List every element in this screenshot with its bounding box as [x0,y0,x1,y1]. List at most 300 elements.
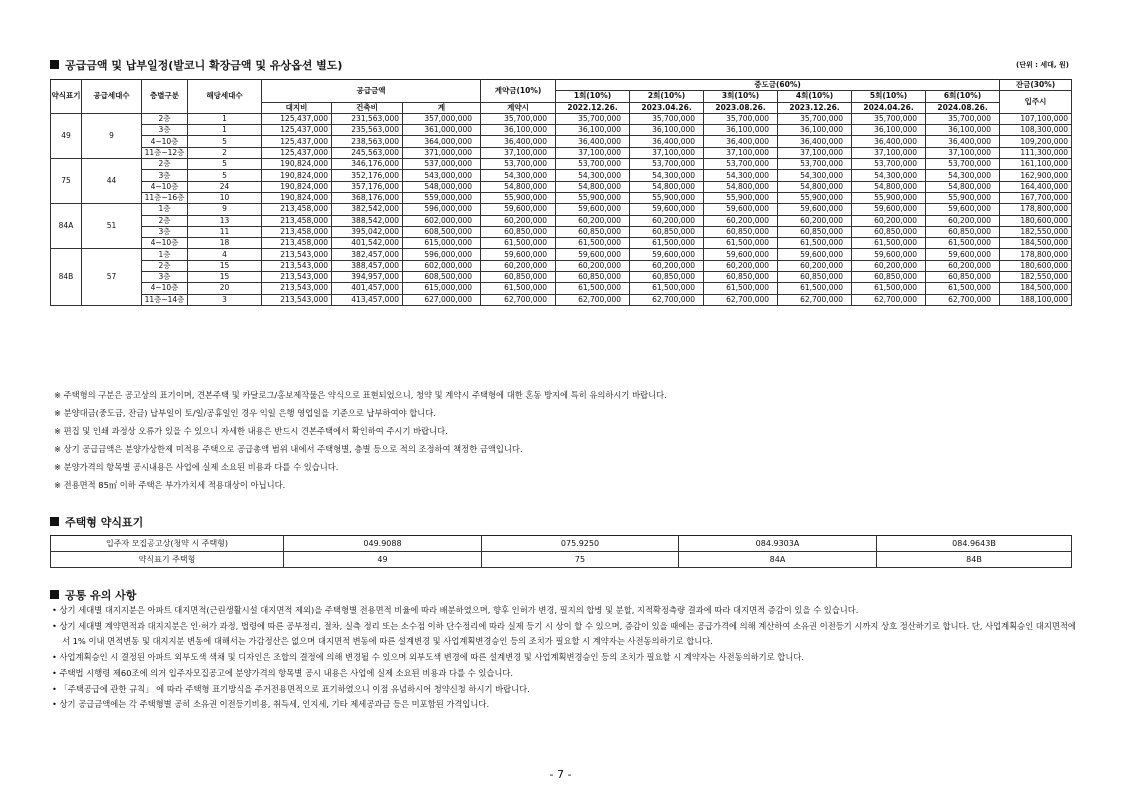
abbr-cell: 049.9088 [284,536,482,552]
floor-cell: 2층 [142,215,188,226]
building-cell: 388,457,000 [332,260,403,271]
supply-price-table [50,79,1072,306]
header-installment: 6회(10%) [926,91,1000,102]
middle-installment-cell: 37,100,000 [630,147,704,158]
building-cell: 238,563,000 [332,136,403,147]
building-cell: 388,542,000 [332,215,403,226]
units-cell: 5 [188,136,262,147]
table-row [51,249,1072,260]
middle-installment-cell: 60,850,000 [704,272,778,283]
middle-installment-cell: 60,850,000 [630,226,704,237]
total-cell: 602,000,000 [403,260,481,271]
type-cell: 84B [51,249,82,305]
unit-note: (단위 : 세대, 원) [1016,61,1069,69]
middle-installment-cell: 36,400,000 [852,136,926,147]
land-cell: 213,458,000 [262,238,332,249]
table-row [51,260,1072,271]
middle-installment-cell: 60,200,000 [926,215,1000,226]
middle-installment-cell: 36,400,000 [704,136,778,147]
section-title-common: 공통 유의 사항 [50,587,136,603]
building-cell: 401,457,000 [332,283,403,294]
note-item: ※ 상기 공급금액은 분양가상한제 미적용 주택으로 공급총액 범위 내에서 주택형별, 층별 등으로 적의 조정하여 책정한 금액입니다. [54,444,523,454]
middle-installment-cell: 36,100,000 [630,125,704,136]
table-row [51,170,1072,181]
middle-installment-cell: 36,400,000 [630,136,704,147]
middle-installment-cell: 60,200,000 [926,260,1000,271]
units-cell: 5 [188,159,262,170]
middle-installment-cell: 62,700,000 [556,294,630,305]
table-row [51,215,1072,226]
middle-installment-cell: 60,200,000 [630,260,704,271]
balance-cell: 111,300,000 [1000,147,1072,158]
land-cell: 125,437,000 [262,125,332,136]
contract-cell: 62,700,000 [481,294,556,305]
building-cell: 368,176,000 [332,192,403,203]
header-abbr: 약식표기 [51,80,82,114]
middle-installment-cell: 36,100,000 [704,125,778,136]
land-cell: 190,824,000 [262,170,332,181]
common-note-item: • 「주택공급에 관한 규칙」 에 따라 주택형 표기방식을 주거전용면적으로 표기하였으니 이점 유념하시어 청약신청 하시기 바랍니다. [52,683,530,694]
total-cell: 548,000,000 [403,181,481,192]
middle-installment-cell: 61,500,000 [704,238,778,249]
header-contract: 계약금(10%) [481,80,556,103]
header-middle: 중도금(60%) [556,80,1000,91]
floor-cell: 2층 [142,113,188,124]
contract-cell: 60,850,000 [481,272,556,283]
header-installment-date: 2024.08.26. [926,102,1000,113]
floor-cell: 3층 [142,170,188,181]
header-balance: 잔금(30%) [1000,80,1072,91]
middle-installment-cell: 37,100,000 [852,147,926,158]
supply-units-cell: 44 [82,159,142,204]
middle-installment-cell: 61,500,000 [852,238,926,249]
building-cell: 395,042,000 [332,226,403,237]
balance-cell: 184,500,000 [1000,238,1072,249]
note-item: ※ 분양가격의 항목별 공시내용은 사업에 실제 소요된 비용과 다를 수 있습니다. [54,462,339,472]
middle-installment-cell: 60,200,000 [852,215,926,226]
middle-installment-cell: 55,900,000 [630,192,704,203]
middle-installment-cell: 60,200,000 [778,260,852,271]
contract-cell: 37,100,000 [481,147,556,158]
middle-installment-cell: 54,800,000 [778,181,852,192]
units-cell: 3 [188,294,262,305]
middle-installment-cell: 60,850,000 [926,226,1000,237]
floor-cell: 11층~14층 [142,294,188,305]
total-cell: 627,000,000 [403,294,481,305]
middle-installment-cell: 60,200,000 [704,260,778,271]
header-balance-sub: 입주시 [1000,91,1072,114]
header-installment-date: 2023.08.26. [704,102,778,113]
middle-installment-cell: 36,400,000 [556,136,630,147]
contract-cell: 61,500,000 [481,283,556,294]
balance-cell: 107,100,000 [1000,113,1072,124]
middle-installment-cell: 60,850,000 [852,272,926,283]
table-row [51,294,1072,305]
middle-installment-cell: 54,800,000 [852,181,926,192]
middle-installment-cell: 59,600,000 [926,204,1000,215]
abbr-cell: 084.9643B [877,536,1072,552]
table-row [51,272,1072,283]
floor-cell: 4~10층 [142,136,188,147]
units-cell: 13 [188,215,262,226]
middle-installment-cell: 60,850,000 [630,272,704,283]
land-cell: 213,543,000 [262,283,332,294]
balance-cell: 178,800,000 [1000,204,1072,215]
floor-cell: 4~10층 [142,238,188,249]
middle-installment-cell: 62,700,000 [630,294,704,305]
header-supply-price: 공급금액 [262,80,481,103]
abbr-cell: 49 [284,552,482,568]
middle-installment-cell: 55,900,000 [778,192,852,203]
floor-cell: 2층 [142,159,188,170]
middle-installment-cell: 62,700,000 [778,294,852,305]
header-total: 계 [403,102,481,113]
middle-installment-cell: 54,300,000 [926,170,1000,181]
note-item: ※ 편집 및 인쇄 과정상 오류가 있을 수 있으니 자세한 내용은 반드시 견본주택에서 확인하여 주시기 바랍니다. [54,426,448,436]
middle-installment-cell: 35,700,000 [630,113,704,124]
abbr-cell: 84B [877,552,1072,568]
building-cell: 382,542,000 [332,204,403,215]
middle-installment-cell: 53,700,000 [852,159,926,170]
middle-installment-cell: 61,500,000 [630,283,704,294]
units-cell: 5 [188,170,262,181]
middle-installment-cell: 54,300,000 [852,170,926,181]
section-title-abbr: 주택형 약식표기 [50,514,143,530]
units-cell: 9 [188,204,262,215]
table-row [51,159,1072,170]
header-building: 건축비 [332,102,403,113]
building-cell: 394,957,000 [332,272,403,283]
page-number: - 7 - [549,768,572,781]
middle-installment-cell: 59,600,000 [556,249,630,260]
note-item: ※ 분양대금(중도금, 잔금) 납부일이 토/일/공휴일인 경우 익일 은행 영업일을 기준으로 납부하여야 합니다. [54,408,436,418]
middle-installment-cell: 61,500,000 [926,238,1000,249]
units-cell: 15 [188,272,262,283]
supply-units-cell: 9 [82,113,142,158]
land-cell: 125,437,000 [262,147,332,158]
middle-installment-cell: 36,100,000 [778,125,852,136]
contract-cell: 61,500,000 [481,238,556,249]
middle-installment-cell: 61,500,000 [778,238,852,249]
header-contract-sub: 계약시 [481,102,556,113]
middle-installment-cell: 59,600,000 [704,249,778,260]
middle-installment-cell: 62,700,000 [926,294,1000,305]
middle-installment-cell: 55,900,000 [852,192,926,203]
total-cell: 615,000,000 [403,238,481,249]
land-cell: 125,437,000 [262,136,332,147]
building-cell: 352,176,000 [332,170,403,181]
units-cell: 2 [188,147,262,158]
floor-cell: 11층~16층 [142,192,188,203]
type-cell: 84A [51,204,82,249]
middle-installment-cell: 37,100,000 [778,147,852,158]
table-row [51,181,1072,192]
middle-installment-cell: 54,300,000 [704,170,778,181]
total-cell: 371,000,000 [403,147,481,158]
total-cell: 361,000,000 [403,125,481,136]
common-note-item: • 사업계획승인 시 결정된 아파트 외부도색 색채 및 디자인은 조합의 결정에 의해 변경될 수 있으며 외부도색 변경에 따른 설계변경 및 사업계획변경승인 등의 조치가 필요할 시 계약자는 사전동의하기로 합니다. [52,652,804,663]
contract-cell: 36,100,000 [481,125,556,136]
table-row [51,125,1072,136]
middle-installment-cell: 60,850,000 [556,272,630,283]
section-title-supply-price: 공급금액 및 납부일정(발코니 확장금액 및 유상옵션 별도) [50,57,342,73]
table-row [51,113,1072,124]
floor-cell: 11층~12층 [142,147,188,158]
header-installment: 2회(10%) [630,91,704,102]
middle-installment-cell: 36,400,000 [778,136,852,147]
common-note-item: • 상기 공급금액에는 각 주택형별 공히 소유권 이전등기비용, 취득세, 인지세, 기타 제세공과금 등은 미포함된 가격입니다. [52,699,490,710]
header-installment-date: 2024.04.26. [852,102,926,113]
units-cell: 11 [188,226,262,237]
balance-cell: 188,100,000 [1000,294,1072,305]
common-note-item: • 주택법 시행령 제60조에 의거 입주자모집공고에 분양가격의 항목별 공시 내용은 사업에 실제 소요된 비용과 다를 수 있습니다. [52,667,514,678]
contract-cell: 36,400,000 [481,136,556,147]
balance-cell: 182,550,000 [1000,272,1072,283]
building-cell: 245,563,000 [332,147,403,158]
floor-cell: 2층 [142,260,188,271]
middle-installment-cell: 60,850,000 [556,226,630,237]
middle-installment-cell: 55,900,000 [704,192,778,203]
balance-cell: 164,400,000 [1000,181,1072,192]
land-cell: 190,824,000 [262,159,332,170]
middle-installment-cell: 55,900,000 [926,192,1000,203]
land-cell: 125,437,000 [262,113,332,124]
middle-installment-cell: 60,850,000 [704,226,778,237]
middle-installment-cell: 54,800,000 [556,181,630,192]
balance-cell: 161,100,000 [1000,159,1072,170]
header-installment-date: 2022.12.26. [556,102,630,113]
units-cell: 4 [188,249,262,260]
middle-installment-cell: 60,200,000 [556,260,630,271]
total-cell: 559,000,000 [403,192,481,203]
contract-cell: 59,600,000 [481,204,556,215]
floor-cell: 1층 [142,249,188,260]
middle-installment-cell: 54,300,000 [630,170,704,181]
land-cell: 190,824,000 [262,192,332,203]
middle-installment-cell: 37,100,000 [704,147,778,158]
header-installment-date: 2023.12.26. [778,102,852,113]
total-cell: 602,000,000 [403,215,481,226]
middle-installment-cell: 54,800,000 [630,181,704,192]
land-cell: 213,458,000 [262,204,332,215]
middle-installment-cell: 55,900,000 [556,192,630,203]
middle-installment-cell: 59,600,000 [926,249,1000,260]
supply-units-cell: 57 [82,249,142,305]
floor-cell: 4~10층 [142,283,188,294]
table-row [51,238,1072,249]
supply-units-cell: 51 [82,204,142,249]
building-cell: 357,176,000 [332,181,403,192]
units-cell: 20 [188,283,262,294]
contract-cell: 60,200,000 [481,215,556,226]
balance-cell: 178,800,000 [1000,249,1072,260]
building-cell: 235,563,000 [332,125,403,136]
units-cell: 15 [188,260,262,271]
middle-installment-cell: 60,200,000 [778,215,852,226]
middle-installment-cell: 36,100,000 [852,125,926,136]
middle-installment-cell: 61,500,000 [556,238,630,249]
middle-installment-cell: 53,700,000 [630,159,704,170]
middle-installment-cell: 59,600,000 [704,204,778,215]
balance-cell: 184,500,000 [1000,283,1072,294]
middle-installment-cell: 54,300,000 [556,170,630,181]
type-cell: 49 [51,113,82,158]
common-note-item: • 상기 세대별 계약면적과 대지지분은 인·허가 과정, 법령에 따른 공부정리, 절차, 실측 정리 또는 소수점 이하 단수정리에 따라 실제 등기 시 상이 할 수 있으며, 증감이 있을 때에는 공급가격에 의해 계산하여 소유권 이전등기 시까지 상호 정산하기로 합니다. 단, 사업계획승인 대지면적에서 1% 이내 면적변동 및 대지지분 변동에 대해서는 가감정산은 없으며 대지면적 변동에 따른 설계변경 및 사업계획변경승인 등의 조치가 필요할 시 계약자는 사전동의하기로 합니다. [52,620,1076,647]
balance-cell: 162,900,000 [1000,170,1072,181]
header-installment: 4회(10%) [778,91,852,102]
building-cell: 346,176,000 [332,159,403,170]
middle-installment-cell: 37,100,000 [926,147,1000,158]
middle-installment-cell: 60,200,000 [556,215,630,226]
common-notes-list [52,603,1082,713]
units-cell: 18 [188,238,262,249]
common-note-item: • 상기 세대별 대지지분은 아파트 대지면적(근린생활시설 대지면적 제외)을 주택형별 전용면적 비율에 따라 배분하였으며, 향후 인허가 변경, 필지의 합병 및 분할, 지적확정측량 결과에 따라 대지면적 증감이 있을 수 있습니다. [52,605,859,615]
header-floor: 층별구분 [142,80,188,114]
contract-cell: 53,700,000 [481,159,556,170]
floor-cell: 1층 [142,204,188,215]
land-cell: 213,543,000 [262,260,332,271]
units-cell: 10 [188,192,262,203]
contract-cell: 54,300,000 [481,170,556,181]
middle-installment-cell: 35,700,000 [852,113,926,124]
table-row [51,136,1072,147]
middle-installment-cell: 61,500,000 [630,238,704,249]
building-cell: 413,457,000 [332,294,403,305]
contract-cell: 60,850,000 [481,226,556,237]
header-installment-date: 2023.04.26. [630,102,704,113]
total-cell: 543,000,000 [403,170,481,181]
middle-installment-cell: 36,100,000 [556,125,630,136]
total-cell: 608,500,000 [403,226,481,237]
abbr-cell: 75 [482,552,679,568]
middle-installment-cell: 59,600,000 [852,204,926,215]
middle-installment-cell: 35,700,000 [704,113,778,124]
contract-cell: 55,900,000 [481,192,556,203]
middle-installment-cell: 59,600,000 [778,249,852,260]
middle-installment-cell: 60,200,000 [704,215,778,226]
middle-installment-cell: 59,600,000 [630,249,704,260]
middle-installment-cell: 62,700,000 [704,294,778,305]
total-cell: 596,000,000 [403,204,481,215]
table-row [51,283,1072,294]
balance-cell: 180,600,000 [1000,260,1072,271]
land-cell: 213,543,000 [262,272,332,283]
building-cell: 231,563,000 [332,113,403,124]
balance-cell: 167,700,000 [1000,192,1072,203]
floor-cell: 3층 [142,125,188,136]
floor-cell: 3층 [142,272,188,283]
middle-installment-cell: 36,100,000 [926,125,1000,136]
middle-installment-cell: 61,500,000 [704,283,778,294]
middle-installment-cell: 35,700,000 [926,113,1000,124]
middle-installment-cell: 59,600,000 [778,204,852,215]
middle-installment-cell: 59,600,000 [852,249,926,260]
middle-installment-cell: 59,600,000 [556,204,630,215]
note-item: ※ 전용면적 85㎡ 이하 주택은 부가가치세 적용대상이 아닙니다. [54,480,286,490]
middle-installment-cell: 54,300,000 [778,170,852,181]
middle-installment-cell: 36,400,000 [926,136,1000,147]
balance-cell: 108,300,000 [1000,125,1072,136]
middle-installment-cell: 35,700,000 [556,113,630,124]
total-cell: 608,500,000 [403,272,481,283]
floor-cell: 3층 [142,226,188,237]
table-row [51,147,1072,158]
land-cell: 213,543,000 [262,294,332,305]
middle-installment-cell: 61,500,000 [926,283,1000,294]
type-cell: 75 [51,159,82,204]
middle-installment-cell: 54,800,000 [926,181,1000,192]
middle-installment-cell: 62,700,000 [852,294,926,305]
building-cell: 382,457,000 [332,249,403,260]
notes-list [54,386,667,494]
floor-cell: 4~10층 [142,181,188,192]
land-cell: 213,458,000 [262,226,332,237]
table-row [51,204,1072,215]
land-cell: 213,543,000 [262,249,332,260]
middle-installment-cell: 53,700,000 [704,159,778,170]
middle-installment-cell: 61,500,000 [852,283,926,294]
table-row [51,192,1072,203]
middle-installment-cell: 60,850,000 [778,226,852,237]
middle-installment-cell: 53,700,000 [926,159,1000,170]
middle-installment-cell: 59,600,000 [630,204,704,215]
total-cell: 615,000,000 [403,283,481,294]
total-cell: 364,000,000 [403,136,481,147]
middle-installment-cell: 60,200,000 [852,260,926,271]
middle-installment-cell: 35,700,000 [778,113,852,124]
units-cell: 24 [188,181,262,192]
header-units: 해당세대수 [188,80,262,114]
middle-installment-cell: 53,700,000 [556,159,630,170]
land-cell: 213,458,000 [262,215,332,226]
building-cell: 401,542,000 [332,238,403,249]
middle-installment-cell: 61,500,000 [778,283,852,294]
abbr-table [50,535,1072,568]
middle-installment-cell: 60,850,000 [926,272,1000,283]
header-installment: 5회(10%) [852,91,926,102]
header-installment: 1회(10%) [556,91,630,102]
middle-installment-cell: 60,850,000 [778,272,852,283]
balance-cell: 182,550,000 [1000,226,1072,237]
middle-installment-cell: 53,700,000 [778,159,852,170]
middle-installment-cell: 54,800,000 [704,181,778,192]
middle-installment-cell: 60,200,000 [630,215,704,226]
balance-cell: 180,600,000 [1000,215,1072,226]
contract-cell: 59,600,000 [481,249,556,260]
total-cell: 357,000,000 [403,113,481,124]
contract-cell: 60,200,000 [481,260,556,271]
contract-cell: 54,800,000 [481,181,556,192]
abbr-row-label: 입주자 모집공고상(청약 시 주택형) [51,536,284,552]
abbr-cell: 084.9303A [679,536,877,552]
abbr-cell: 075.9250 [482,536,679,552]
note-item: ※ 주택형의 구분은 공고상의 표기이며, 견본주택 및 카달로그/홍보제작물은 약식으로 표현되었으니, 청약 및 계약시 주택형에 대한 혼동 방지에 특히 유의하시기 바랍니다. [54,390,667,400]
middle-installment-cell: 37,100,000 [556,147,630,158]
units-cell: 1 [188,113,262,124]
balance-cell: 109,200,000 [1000,136,1072,147]
total-cell: 537,000,000 [403,159,481,170]
table-row [51,226,1072,237]
middle-installment-cell: 60,850,000 [852,226,926,237]
total-cell: 596,000,000 [403,249,481,260]
header-installment: 3회(10%) [704,91,778,102]
header-supply-units: 공급세대수 [82,80,142,114]
land-cell: 190,824,000 [262,181,332,192]
units-cell: 1 [188,125,262,136]
abbr-row-label: 약식표기 주택형 [51,552,284,568]
middle-installment-cell: 61,500,000 [556,283,630,294]
contract-cell: 35,700,000 [481,113,556,124]
